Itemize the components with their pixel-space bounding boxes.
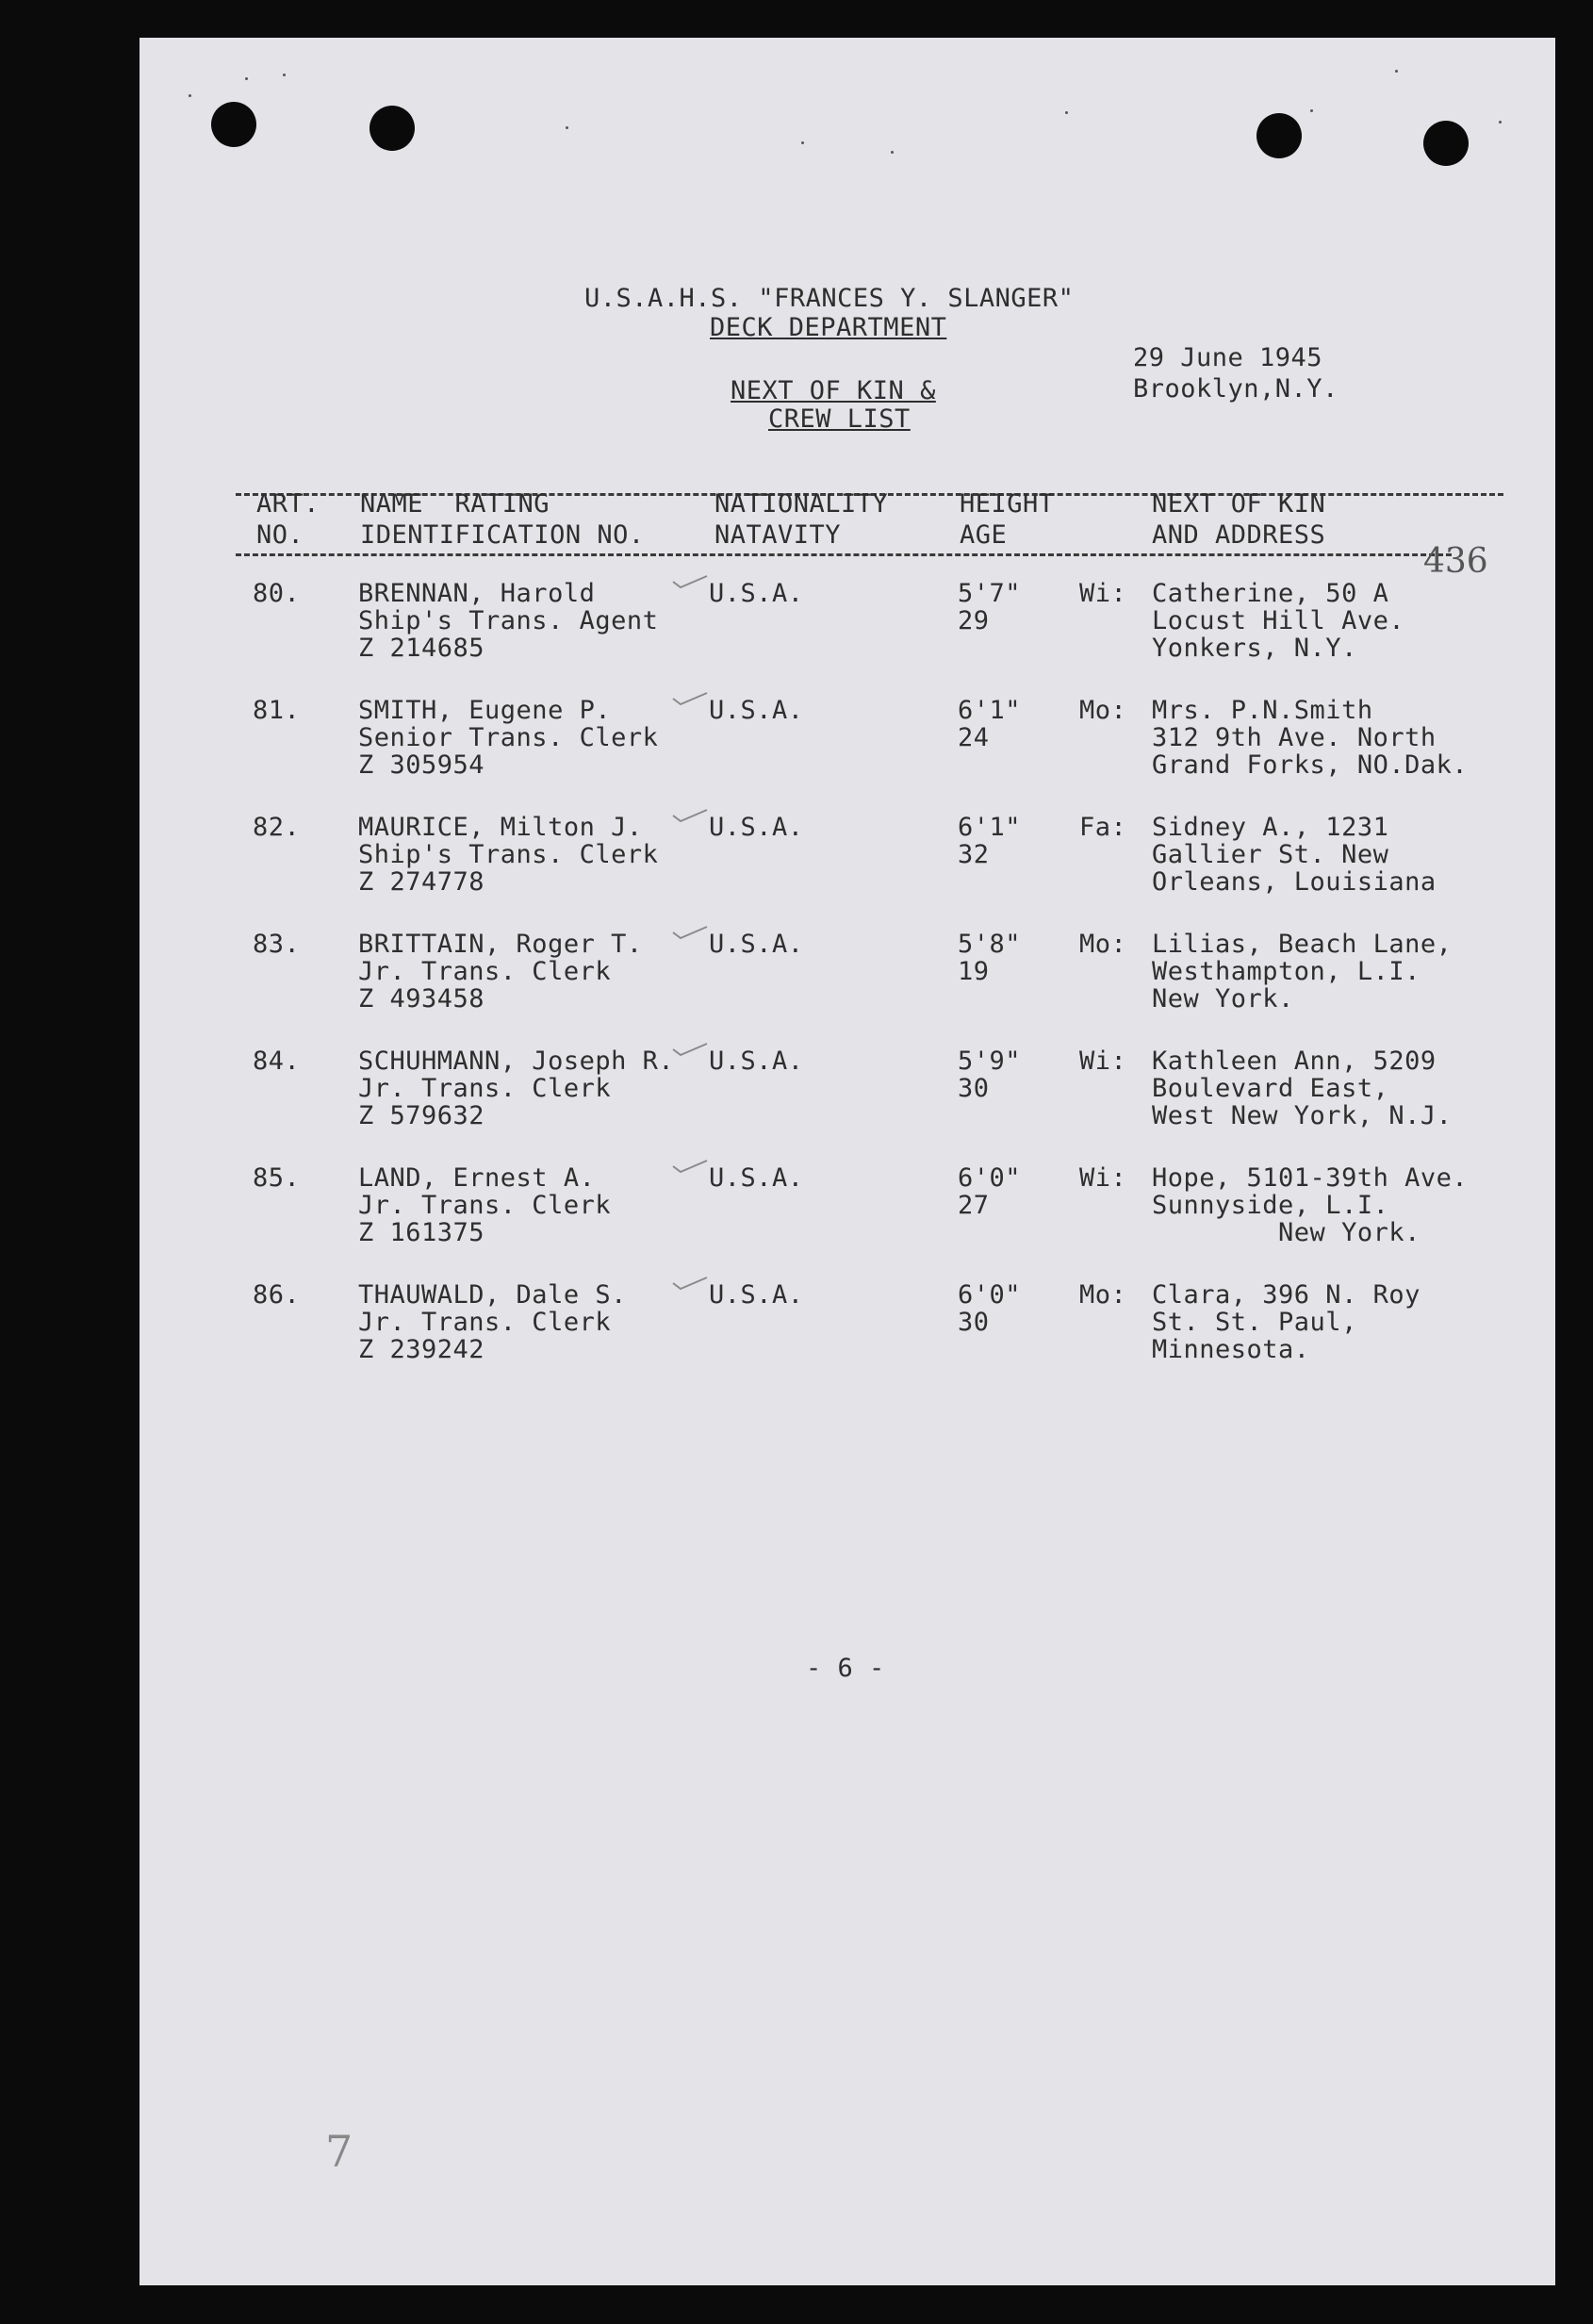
crew-height: 6'1" — [958, 813, 1022, 842]
crew-age: 19 — [958, 957, 990, 986]
crew-nationality: U.S.A. — [709, 579, 804, 608]
crew-height: 5'7" — [958, 579, 1022, 608]
col-height-2: AGE — [960, 520, 1008, 550]
crew-age: 29 — [958, 606, 990, 635]
list-title-line2: CREW LIST — [768, 404, 911, 434]
list-title-line1: NEXT OF KIN & — [731, 376, 936, 405]
department: DECK DEPARTMENT — [710, 313, 947, 342]
punch-hole — [1423, 121, 1469, 166]
crew-rating: Ship's Trans. Agent — [358, 606, 659, 635]
crew-rating: Jr. Trans. Clerk — [358, 1074, 612, 1103]
kin-line-2: Gallier St. New — [1152, 840, 1389, 869]
ship-name: U.S.A.H.S. "FRANCES Y. SLANGER" — [584, 284, 1075, 313]
speck — [1499, 121, 1502, 124]
speck — [189, 94, 191, 97]
crew-height: 6'1" — [958, 696, 1022, 725]
check-mark-icon — [671, 1276, 709, 1291]
document-place: Brooklyn,N.Y. — [1133, 374, 1338, 404]
crew-nationality: U.S.A. — [709, 1163, 804, 1193]
kin-line-1: Clara, 396 N. Roy — [1152, 1280, 1421, 1310]
crew-name: SCHUHMANN, Joseph R. — [358, 1047, 675, 1076]
crew-nationality: U.S.A. — [709, 930, 804, 959]
speck — [1065, 111, 1068, 114]
crew-rating: Jr. Trans. Clerk — [358, 1191, 612, 1220]
col-kin-1: NEXT OF KIN — [1152, 489, 1326, 519]
punch-hole — [211, 102, 256, 147]
check-mark-icon — [671, 808, 709, 823]
crew-name: THAUWALD, Dale S. — [358, 1280, 627, 1310]
crew-height: 5'8" — [958, 930, 1022, 959]
document-date: 29 June 1945 — [1133, 343, 1323, 372]
check-mark-icon — [671, 1042, 709, 1057]
crew-name: MAURICE, Milton J. — [358, 813, 643, 842]
kin-line-3: New York. — [1152, 1218, 1421, 1247]
speck — [1395, 70, 1398, 73]
kin-line-1: Lilias, Beach Lane, — [1152, 930, 1453, 959]
col-name-1: NAME RATING — [360, 489, 550, 519]
crew-rating: Senior Trans. Clerk — [358, 723, 659, 752]
kin-line-2: Boulevard East, — [1152, 1074, 1389, 1103]
crew-id-number: Z 579632 — [358, 1101, 485, 1130]
kin-line-1: Sidney A., 1231 — [1152, 813, 1389, 842]
row-number: 81. — [253, 696, 301, 725]
col-kin-2: AND ADDRESS — [1152, 520, 1326, 550]
crew-nationality: U.S.A. — [709, 1047, 804, 1076]
speck — [566, 126, 568, 129]
kin-line-3: Yonkers, N.Y. — [1152, 634, 1357, 663]
crew-age: 27 — [958, 1191, 990, 1220]
kin-line-3: Minnesota. — [1152, 1335, 1310, 1364]
kin-relationship: Mo: — [1079, 696, 1127, 725]
speck — [801, 141, 804, 144]
kin-line-2: Westhampton, L.I. — [1152, 957, 1421, 986]
col-name-2: IDENTIFICATION NO. — [360, 520, 645, 550]
kin-line-2: St. St. Paul, — [1152, 1308, 1357, 1337]
check-mark-icon — [671, 574, 709, 589]
crew-height: 6'0" — [958, 1280, 1022, 1310]
crew-nationality: U.S.A. — [709, 696, 804, 725]
check-mark-icon — [671, 925, 709, 940]
row-number: 82. — [253, 813, 301, 842]
row-number: 83. — [253, 930, 301, 959]
crew-height: 5'9" — [958, 1047, 1022, 1076]
col-art-1: ART. — [256, 489, 320, 519]
row-number: 86. — [253, 1280, 301, 1310]
kin-line-3: New York. — [1152, 984, 1294, 1014]
stamp-number: 436 — [1423, 542, 1488, 581]
crew-id-number: Z 161375 — [358, 1218, 485, 1247]
col-nationality-1: NATIONALITY — [714, 489, 889, 519]
kin-line-2: Locust Hill Ave. — [1152, 606, 1405, 635]
kin-line-1: Mrs. P.N.Smith — [1152, 696, 1373, 725]
crew-name: LAND, Ernest A. — [358, 1163, 596, 1193]
row-number: 85. — [253, 1163, 301, 1193]
crew-id-number: Z 493458 — [358, 984, 485, 1014]
crew-id-number: Z 239242 — [358, 1335, 485, 1364]
kin-relationship: Wi: — [1079, 579, 1127, 608]
crew-name: BRENNAN, Harold — [358, 579, 596, 608]
kin-line-1: Catherine, 50 A — [1152, 579, 1389, 608]
row-number: 80. — [253, 579, 301, 608]
col-nationality-2: NATAVITY — [714, 520, 842, 550]
speck — [245, 77, 248, 80]
check-mark-icon — [671, 1159, 709, 1174]
crew-age: 32 — [958, 840, 990, 869]
crew-id-number: Z 214685 — [358, 634, 485, 663]
crew-id-number: Z 274778 — [358, 867, 485, 897]
speck — [891, 151, 894, 154]
page-number: - 6 - — [806, 1654, 885, 1683]
crew-age: 30 — [958, 1308, 990, 1337]
kin-line-3: West New York, N.J. — [1152, 1101, 1453, 1130]
speck — [283, 74, 286, 76]
kin-relationship: Fa: — [1079, 813, 1127, 842]
col-art-2: NO. — [256, 520, 304, 550]
kin-line-3: Orleans, Louisiana — [1152, 867, 1437, 897]
header-rule-bottom — [236, 553, 1452, 556]
crew-nationality: U.S.A. — [709, 1280, 804, 1310]
kin-relationship: Wi: — [1079, 1047, 1127, 1076]
crew-name: BRITTAIN, Roger T. — [358, 930, 643, 959]
crew-rating: Ship's Trans. Clerk — [358, 840, 659, 869]
crew-nationality: U.S.A. — [709, 813, 804, 842]
kin-line-2: Sunnyside, L.I. — [1152, 1191, 1389, 1220]
crew-id-number: Z 305954 — [358, 750, 485, 780]
punch-hole — [370, 106, 415, 151]
crew-age: 30 — [958, 1074, 990, 1103]
kin-relationship: Mo: — [1079, 930, 1127, 959]
kin-line-3: Grand Forks, NO.Dak. — [1152, 750, 1469, 780]
kin-line-2: 312 9th Ave. North — [1152, 723, 1437, 752]
kin-relationship: Wi: — [1079, 1163, 1127, 1193]
crew-rating: Jr. Trans. Clerk — [358, 1308, 612, 1337]
col-height-1: HEIGHT — [960, 489, 1055, 519]
crew-height: 6'0" — [958, 1163, 1022, 1193]
check-mark-icon — [671, 691, 709, 706]
crew-name: SMITH, Eugene P. — [358, 696, 612, 725]
kin-relationship: Mo: — [1079, 1280, 1127, 1310]
kin-line-1: Kathleen Ann, 5209 — [1152, 1047, 1437, 1076]
punch-hole — [1256, 113, 1302, 158]
crew-age: 24 — [958, 723, 990, 752]
kin-line-1: Hope, 5101-39th Ave. — [1152, 1163, 1469, 1193]
row-number: 84. — [253, 1047, 301, 1076]
document-page — [140, 38, 1555, 2285]
crew-rating: Jr. Trans. Clerk — [358, 957, 612, 986]
pencil-mark: 7 — [325, 2126, 353, 2177]
speck — [1310, 109, 1313, 112]
